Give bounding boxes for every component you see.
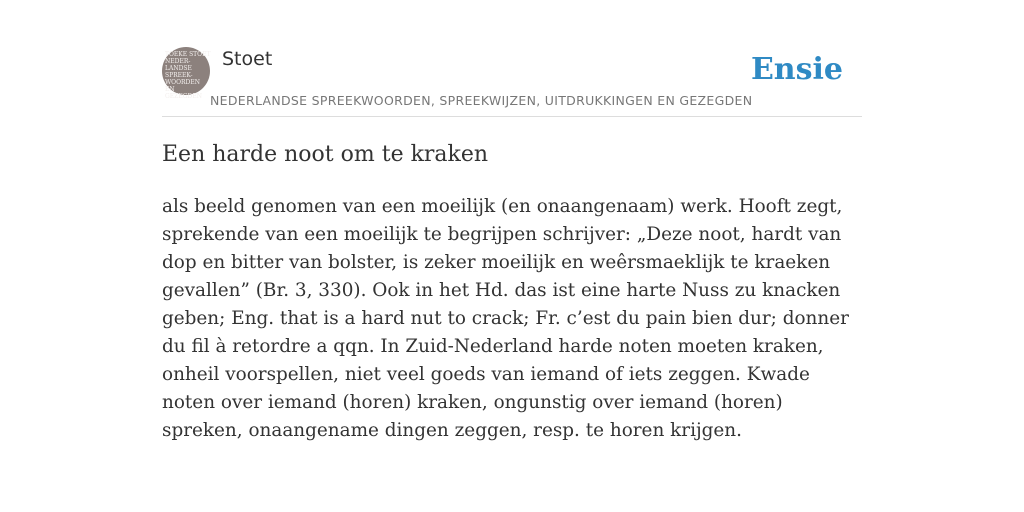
entry-body: als beeld genomen van een moeilijk (en onaangenaam) werk. Hooft zegt, sprekende van een moeilijk te begrijpen schrijver: „Deze noot, hardt van dop en bitter van bolster, is zeker moeilijk en weêrsmaeklijk te kraeken gevallen” (Br. 3, 330). Ook in het Hd. das ist eine harte Nuss zu knacken geben; Eng. that is a hard nut to crack; Fr. c’est du pain bien dur; donner du fil à retordre a qqn. In Zuid-Nederland harde noten moeten kraken, onheil voorspellen, niet veel goeds van iemand of iets zeggen. Kwade noten over iemand (horen) kraken, ongunstig over iemand (horen) spreken, onaangename dingen zeggen, resp. te horen krijgen.	[162, 196, 849, 441]
brand-logo[interactable]: Ensie	[750, 52, 843, 87]
entry-header	[162, 44, 862, 117]
avatar-book-cover-text: TOEKE STOET NEDER- LANDSE SPREEK- WOORDEN EN GEZEGDEN	[165, 51, 211, 100]
source-subtitle[interactable]: NEDERLANDSE SPREEKWOORDEN, SPREEKWIJZEN, UITDRUKKINGEN EN GEZEGDEN	[210, 93, 753, 108]
avatar[interactable]	[162, 47, 211, 100]
author-name[interactable]: Stoet	[222, 48, 273, 70]
entry-title: Een harde noot om te kraken	[162, 142, 489, 167]
